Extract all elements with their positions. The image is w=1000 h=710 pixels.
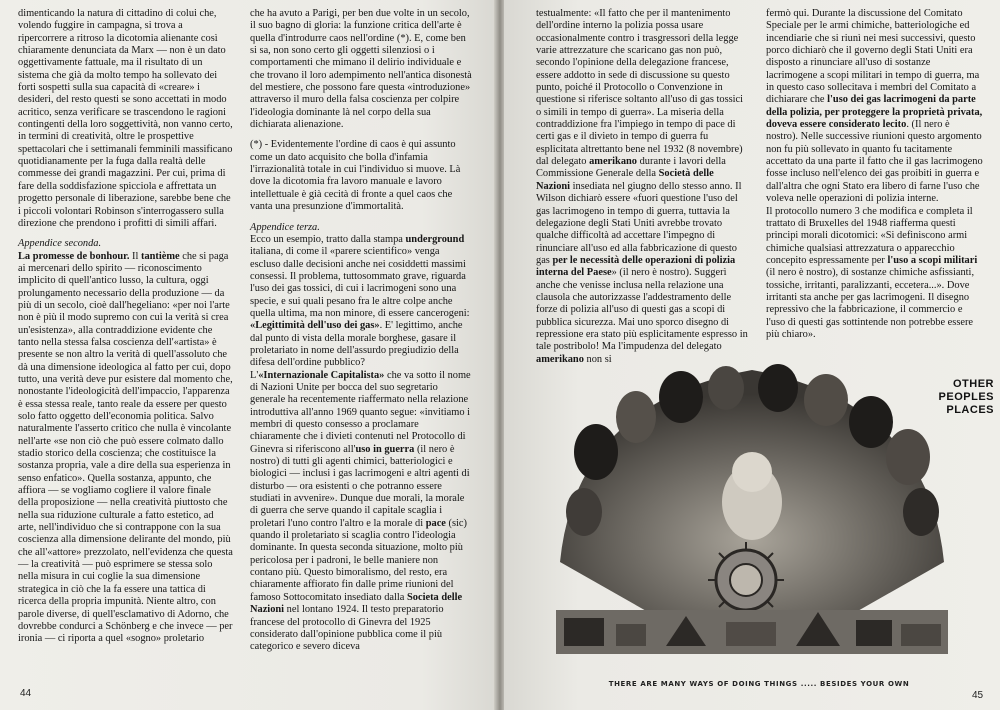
right-column-2	[766, 8, 984, 341]
paragraph: L'«Internazionale Capitalista» che va sotto il nome di Nazioni Unite per bocca del suo segretario generale ha recentemente riaffermato nella relazione introduttiva all'anno 1969 quanto segue: «invitiamo i membri di questo consesso a proclamare chiaramente che i divieti contenuti nel Protocollo di Ginevra si riferiscono all'uso in guerra (il nero è nostro) di tutti gli agenti chimici, batteriologici e biologici — inclusi i gas lacrimogeni e altri agenti di disturbo — ora esistenti o che potranno essere studiati in avvenire». Dunque due morali, la morale di guerra che serve quando il capitale scaglia i proletari l'uno contro l'altro e la morale di pace (sic) quando il proletariato si scaglia contro l'ideologia dominante. In questa seconda situazione, molto più pericolosa per i padroni, le belle maniere non contano più. Questo bimoralismo, del resto, era chiaramente affiorato fin dalle prime riunioni del famoso Sottocomitato insediato dalla Societa delle Nazioni nel lontano 1924. Il testo preparatorio francese del protocollo di Ginevra del 1925 considerato dall'opinione pubblica come il più categorico e severo diceva	[250, 369, 471, 653]
paragraph: fermò qui. Durante la discussione del Comitato Speciale per le armi chimiche, batteriologiche ed incendiarie che si riunì nei mesi successivi, questo porco dichiarò che il governo degli Stati Uniti era disposto a rinunciare all'uso di sostanze lacrimogene a scopi militari in tempo di guerra, ma in questo caso sollecitava i membri del Comitato a dichiarare che l'uso dei gas lacrimogeni da parte della polizia, per proteggere la proprietà privata, doveva essere considerato lecito. (Il nero è nostro). Nelle successive riunioni questo argomento non fu più sollevato in quanto fu tacitamente accettato da una parte il fatto che il gas lacrimogeno fosse incluso nell'elenco dei gas proibiti in guerra e dall'altra che ogni Stato era libero di farne l'uso che voleva nelle operazioni di polizia interne.	[766, 8, 983, 205]
right-column-1	[536, 8, 750, 366]
paragraph: che ha avuto a Parigi, per ben due volte in un secolo, il suo bagno di gloria: la funzione critica dell'arte è quella d'introdurre caos nell'ordine (*). E, come ben si sa, non sono certo gli oggetti silenziosi o i comportamenti che mimano il delirio individuale e che trovano il loro adempimento nell'antica disonestà del mestiere, che possono fare questa «introduzione» attraverso il muro della falsa coscienza per colpire l'ideologia dominante là nel corpo della sua dichiarata alienazione.	[250, 8, 472, 131]
left-page	[0, 0, 496, 710]
appendix-heading: Appendice terza.	[250, 221, 320, 233]
paragraph: La promesse de bonhour. Il tantième che si paga ai mercenari dello spirito — riconoscimento implicito di quell'antico lusso, la cultura, oggi prolungamento necessario della produzione — da più di un secolo, cioè dall'hegeliano: «per noi l'arte non è più il modo supremo con cui la verità si crea un'esistenza», alla contraddizione evidente che tanto nella stessa falsa coscienza dell'«artista» è presente se non altro la verità di quell'assoluto che dà una dimensione ideologica al fatto per cui, dopo tutto, una verità deve pur esistere dal momento che, nonostante l'ideologicità dell'impaccio, l'apparenza è essa stessa reale, tanto reale da essere per questo solo fatto oggetto dell'economia politica. Salvo naturalmente l'asserto critico che nulla è vincolante nell'arte «se non ciò che può essere colmato dallo stadio storico della coscienza; che costituisce la sostanza propria, vale a dire della sua esperienza in senso enfatico». Quella sostanza, appunto, che affiora — se vogliamo cogliere il valore finale della proposizione — nella creatività piuttosto che nella sua riduzione culturale a fatto estetico, ad arte, nell'individuo che si contrappone con la sua coscienza alla dimensione delirante del mondo, più che all'«attore» prezzolato, nell'evidenza che questa — la creatività — può esprimere se stessa solo nella misura in cui coglie la sua dimensione strategica in ciò che la fa essere una tattica di ricerca della propria impunità. Niente altro, con parole diverse, di quell'esclamativo di Adorno, che dovrebbe condurci a Schönberg e che invece — per ironia — ci riporta a quel «sogno» proletario	[18, 250, 233, 645]
right-page	[504, 0, 1000, 710]
paragraph: dimenticando la natura di cittadino di colui che, volendo fuggire in campagna, si trova a ripercorrere a ritroso la dicotomia alienante così chiaramente denunciata da Marx — non è un dato oggettivamente fattuale, ma il risultato di un sistema che già da molto tempo ha sollevato dei forti sospetti sulla sua capacità di «creare» i desideri, del resto questi se sono accettati in modo acritico, senza verificare se trascendono le ragioni contingenti della loro soggettività, non vanno certo, in termini di creatività, oltre le prospettive spettacolari che i settimanali femminili massificano quotidianamente per la fuga dalla realtà delle commesse dei grandi magazzini. Per cui, prima di fare della soddisfazione spicciola e affrettata un progetto personale di liberazione, sarebbe bene che i piccoli volontari Robinson s'interrogassero sulla direzione che prendono i profitti di simili affari.	[18, 8, 233, 229]
photo-collage-illustration	[556, 362, 948, 654]
left-column-2	[250, 8, 472, 654]
paragraph: testualmente: «Il fatto che per il mantenimento dell'ordine interno la polizia possa usare occasionalmente contro i trasgressori della legge varie attrezzature che scaricano gas non può, secondo l'opinione della delegazione francese, essere addotto in sede di discussione su questo punto, poiché il Protocollo o Convenzione in questione si riferisce soltanto all'uso di gas tossici o simili in tempo di guerra». La miseria della contraddizione fra l'impiego in tempo di pace di certi gas e il divieto in tempo di guerra fu esplicitata altrettanto bene nel 1932 (8 novembre) dal delegato amerikano durante i lavori della Commissione Generale della Società delle Nazioni insediata nel giugno dello stesso anno. Il Wilson dichiarò essere «fuori questione l'uso del gas lacrimogeno in tempo di guerra, tuttavia la delegazione degli Stati Uniti avrebbe trovato qualche difficoltà ad accettare l'impegno di rinunciare all'uso ed alla fabbricazione di questo gas per le necessità delle operazioni di polizia interna del Paese» (il nero è nostro). Suggerì anche che venisse inclusa nella relazione una clausola che autorizzasse l'addestramento delle forze di polizia all'uso di questi gas a scopi di pubblica sicurezza. Mai uno sporco disegno di repressione era stato più esplicitamente espresso in tale postribolo! Ma l'impudenza del delegato amerikano non si	[536, 8, 748, 365]
collage-title: OTHER PEOPLES PLACES	[938, 378, 994, 416]
page-number: 45	[972, 690, 984, 701]
left-column-1	[18, 8, 233, 646]
paragraph: Ecco un esempio, tratto dalla stampa underground italiana, di come il «parere scientifico» venga escluso dalle decisioni anche nei cosiddetti massimi consessi. Il problema, tuttosommato grave, riguarda l'uso dei gas tossici, di cui i lacrimogeni sono una specie, e sui quali pesano fra le altre colpe anche quella ultima, ma non minore, di essere cancerogeni: «Legittimità dell'uso dei gas». E' legittimo, anche dal punto di vista della morale borghese, gasare il proletariato in nome dell'assurdo pregiudizio della difesa dell'ordine pubblico?	[250, 233, 470, 369]
footnote: (*) - Evidentemente l'ordine di caos è qui assunto come un dato acquisito che bolla d'infamia l'irrazionalità totale in cui l'individuo si muove. Là dove la dicotomia fra lavoro manuale e lavoro intellettuale è già cecità di fronte a quel caos che vanta una presunzione d'immortalità.	[250, 139, 461, 213]
collage-caption: THERE ARE MANY WAYS OF DOING THINGS ..... BESIDES YOUR OWN	[608, 680, 910, 688]
page-number: 44	[20, 688, 32, 699]
appendix-heading: Appendice seconda.	[18, 238, 102, 250]
paragraph: Il protocollo numero 3 che modifica e completa il trattato di Bruxelles del 1948 riafferma questi principi morali dicotomici: «Si definiscono armi chimiche qualsiasi attrezzatura o apparecchio concepito espressamente per l'uso a scopi militari (il nero è nostro), di sostanze chimiche asfissianti, tossiche, irritanti, paralizzanti, eccetera...». Dove irritanti sta anche per gas lacrimogeni. Il disegno repressivo che la fabbricazione, il commercio e l'uso di questi gas sottintende non potrebbe essere più chiaro».	[766, 205, 978, 340]
